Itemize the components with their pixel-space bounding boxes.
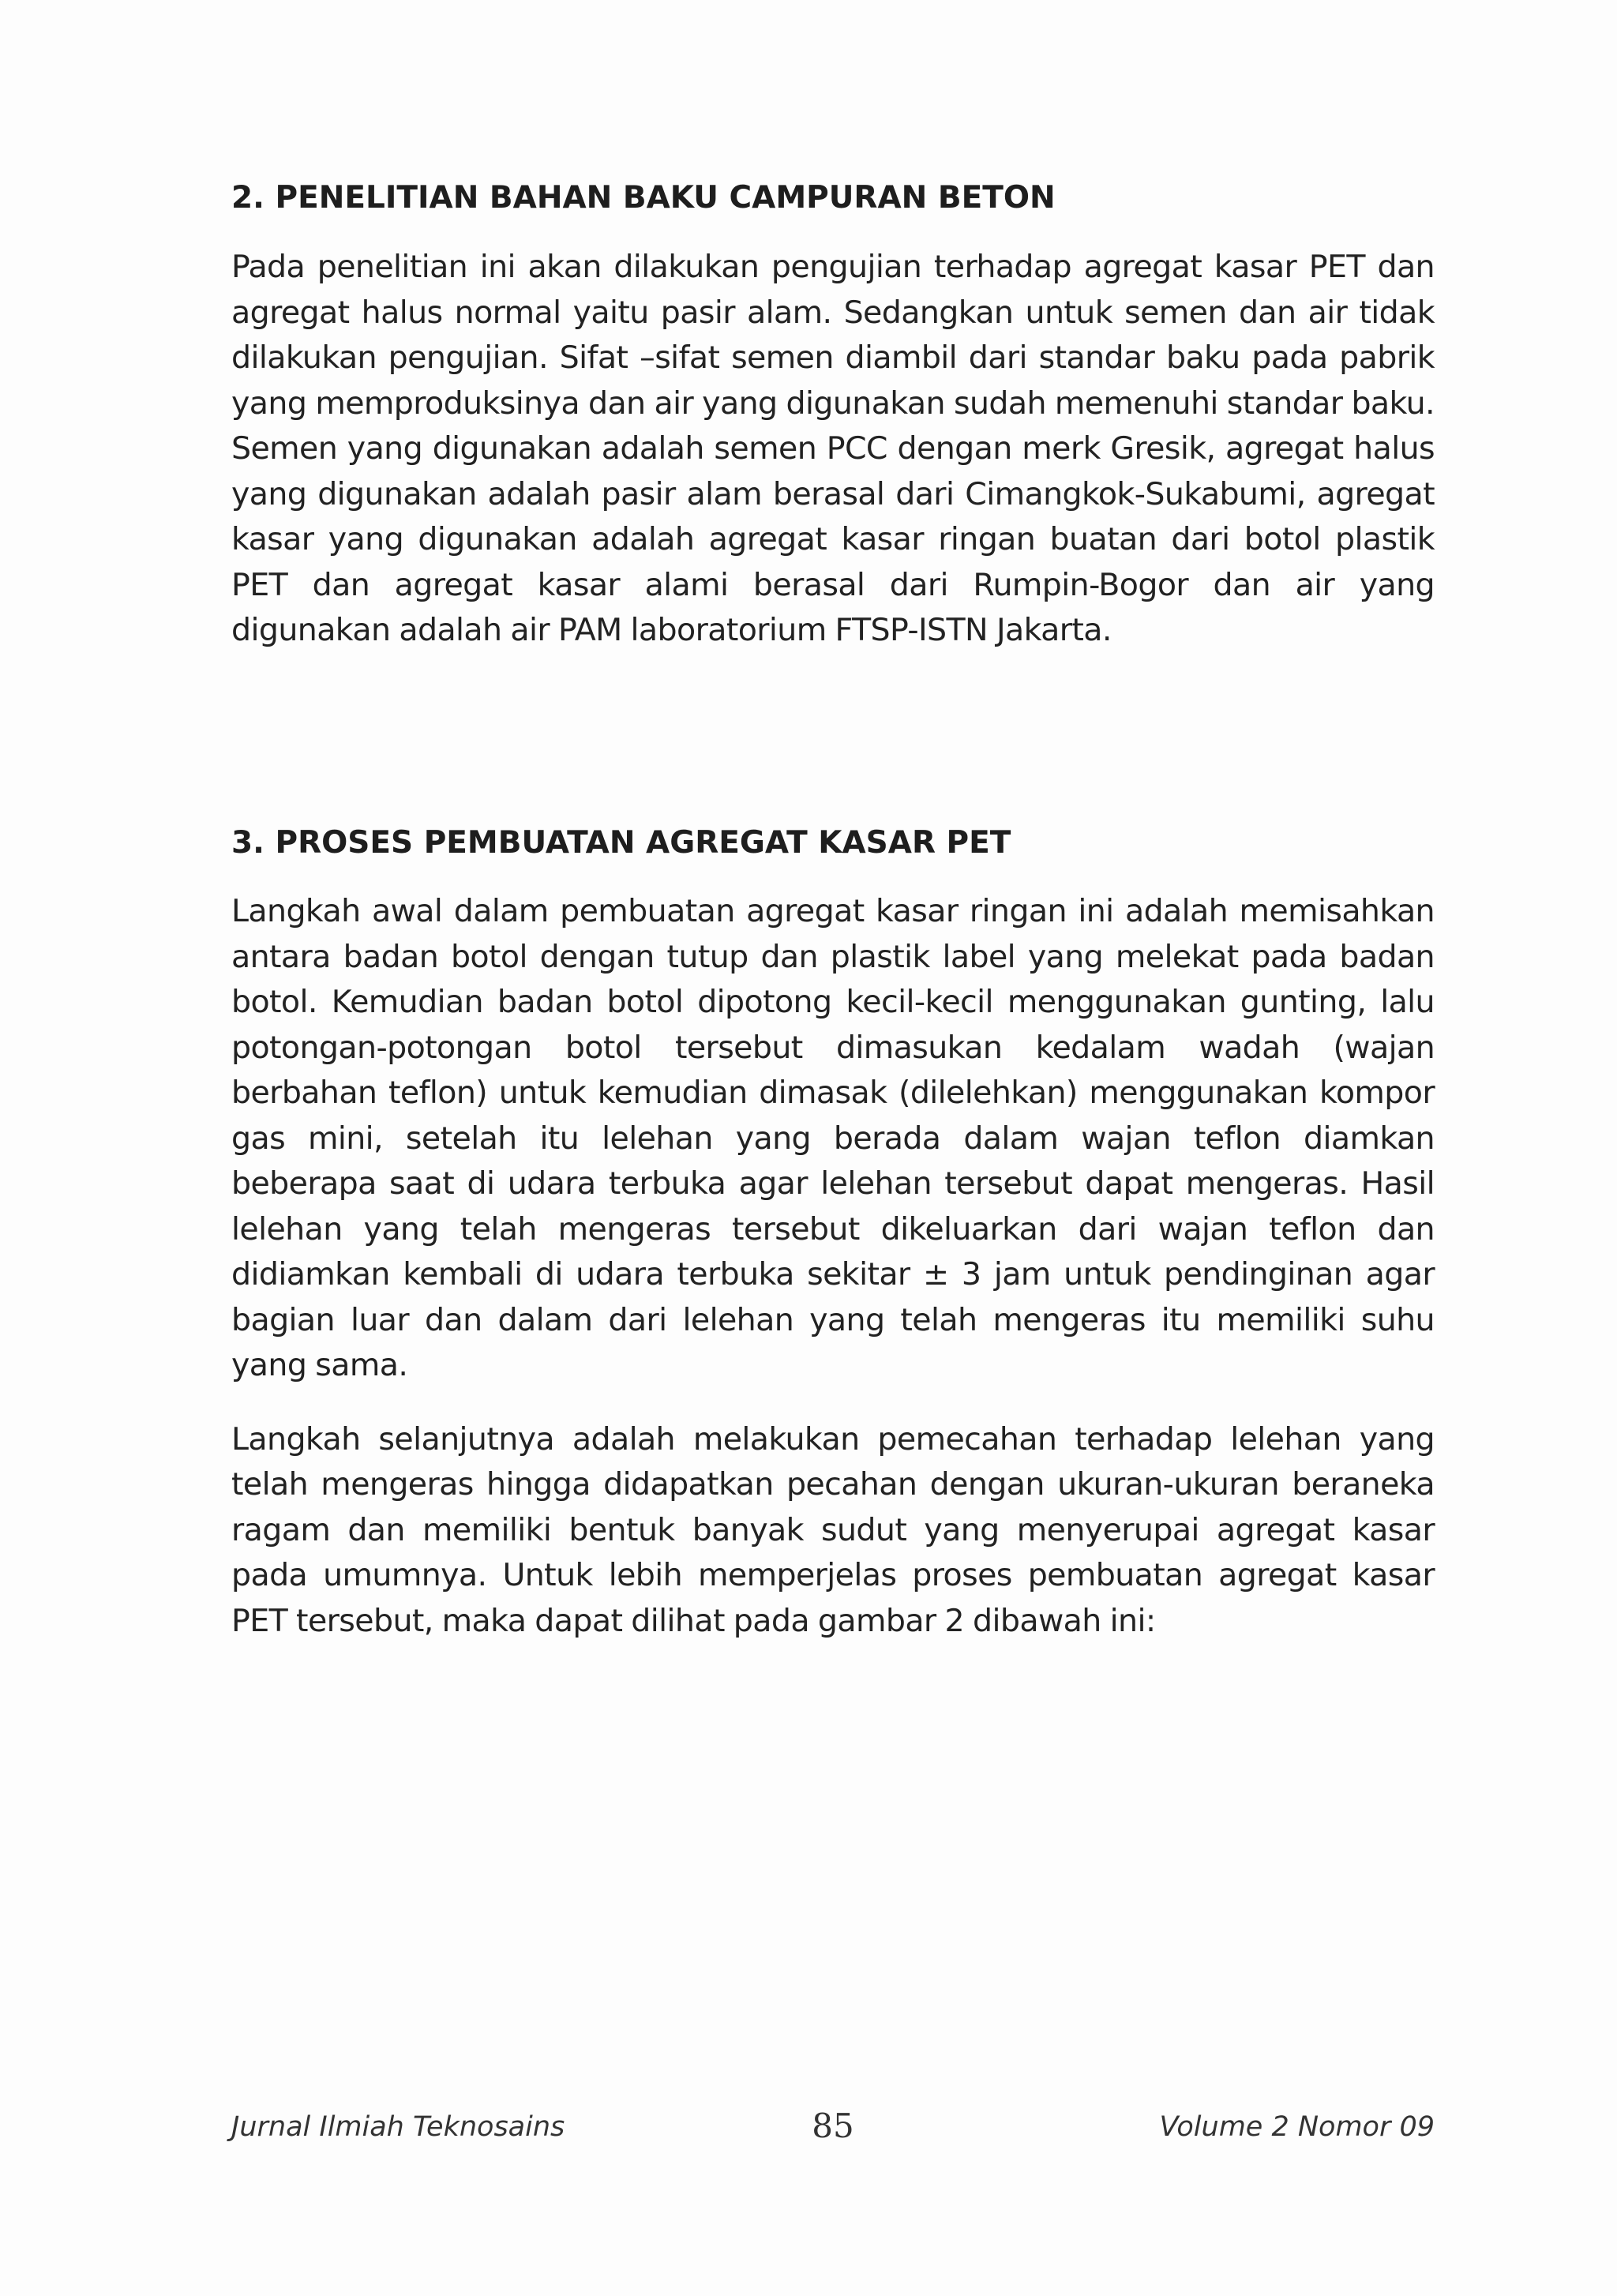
paragraph: Pada penelitian ini akan dilakukan pengujian terhadap agregat kasar PET dan agregat halus normal yaitu pasir alam. Sedangkan untuk semen dan air tidak dilakukan pengujian. Sifat –sifat semen diambil dari standar baku pada pabrik yang memproduksinya dan air yang digunakan sudah memenuhi standar baku. Semen yang digunakan adalah semen PCC dengan merk Gresik, agregat halus yang digunakan adalah pasir alam berasal dari Cimangkok-Sukabumi, agregat kasar yang digunakan adalah agregat kasar ringan buatan dari botol plastik PET dan agregat kasar alami berasal dari Rumpin-Bogor dan air yang digunakan adalah air PAM laboratorium FTSP-ISTN Jakarta. (231, 249, 1435, 648)
section-bahan-baku (231, 178, 1435, 654)
document-page (231, 0, 1435, 2296)
page-footer (231, 2105, 1435, 2152)
section-proses-pembuatan (231, 823, 1435, 1644)
section-heading: 3. PROSES PEMBUATAN AGREGAT KASAR PET (231, 825, 1011, 861)
paragraph: Langkah selanjutnya adalah melakukan pemecahan terhadap lelehan yang telah mengeras hingga didapatkan pecahan dengan ukuran-ukuran beraneka ragam dan memiliki bentuk banyak sudut yang menyerupai agregat kasar pada umumnya. Untuk lebih memperjelas proses pembuatan agregat kasar PET tersebut, maka dapat dilihat pada gambar 2 dibawah ini: (231, 1420, 1435, 1639)
journal-name: Jurnal Ilmiah Teknosains (231, 2111, 565, 2143)
page-number: 85 (812, 2107, 854, 2145)
section-heading: 2. PENELITIAN BAHAN BAKU CAMPURAN BETON (231, 180, 1056, 216)
paragraph: Langkah awal dalam pembuatan agregat kasar ringan ini adalah memisahkan antara badan botol dengan tutup dan plastik label yang melekat pada badan botol. Kemudian badan botol dipotong kecil-kecil menggunakan gunting, lalu potongan-potongan botol tersebut dimasukan kedalam wadah (wajan berbahan teflon) untuk kemudian dimasak (dilelehkan) menggunakan kompor gas mini, setelah itu lelehan yang berada dalam wajan teflon diamkan beberapa saat di udara terbuka agar lelehan tersebut dapat mengeras. Hasil lelehan yang telah mengeras tersebut dikeluarkan dari wajan teflon dan didiamkan kembali di udara terbuka sekitar ± 3 jam untuk pendinginan agar bagian luar dan dalam dari lelehan yang telah mengeras itu memiliki suhu yang sama. (231, 893, 1435, 1383)
volume-number: Volume 2 Nomor 09 (1159, 2111, 1435, 2143)
